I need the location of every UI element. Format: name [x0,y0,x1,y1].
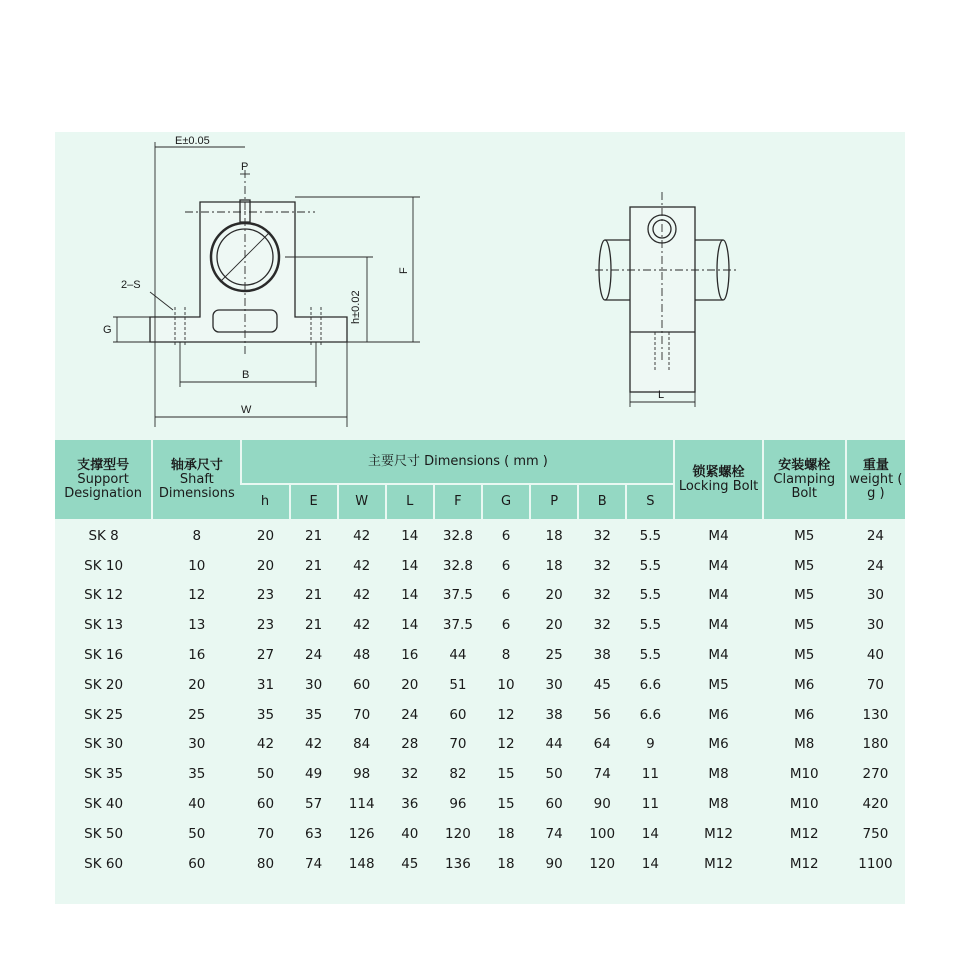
header-support-cn: 支撑型号 [77,457,130,473]
side-view-drawing [595,192,737,407]
table-cell: 50 [188,825,206,842]
table-cell: 50 [256,766,275,783]
specification-table [55,440,905,879]
table-cell: 96 [449,796,467,813]
table-row [55,670,905,700]
table-cell: 70 [866,676,884,693]
table-cell: 120 [445,825,471,842]
table-cell: 15 [497,766,515,783]
header-weight-cn: 重量 [862,457,889,473]
table-cell: 20 [256,527,275,544]
table-cell: SK 60 [84,855,124,872]
table-cell: 90 [593,796,611,813]
header-dim-s: S [626,484,674,520]
table-cell: 70 [449,736,467,753]
header-shaft-en: Shaft Dimensions [158,471,235,501]
table-cell: 84 [353,736,371,753]
table-cell: 14 [401,587,419,604]
table-cell: 38 [593,647,611,664]
table-cell: M5 [794,587,815,604]
table-cell: 21 [304,557,323,574]
table-cell: 18 [545,557,563,574]
header-support-en: Support Designation [64,471,142,501]
table-cell: 60 [353,676,371,693]
table-row [55,849,905,879]
table-cell: 21 [304,617,323,634]
table-cell: 30 [304,676,323,693]
table-cell: 24 [866,527,884,544]
table-cell: SK 12 [84,587,124,604]
header-dim-l: L [386,484,434,520]
table-cell: M6 [794,706,815,723]
label-e: E±0.05 [175,135,210,147]
table-cell: 136 [445,855,471,872]
table-cell: SK 13 [84,617,124,634]
table-cell: 45 [593,676,611,693]
table-cell: 42 [304,736,323,753]
table-cell: 24 [866,557,884,574]
table-cell: 98 [353,766,371,783]
table-cell: 14 [641,855,659,872]
table-cell: SK 30 [84,736,124,753]
table-cell: SK 10 [84,557,124,574]
table-body [55,520,905,879]
header-shaft-cn: 轴承尺寸 [170,457,223,473]
table-cell: 42 [353,617,371,634]
table-cell: M5 [794,647,815,664]
table-row [55,789,905,819]
table-cell: 80 [256,855,275,872]
header-clamping-bolt [763,440,846,520]
header-dimensions: 主要尺寸 Dimensions ( mm ) [241,440,674,484]
table-cell: 6.6 [639,706,662,723]
table-cell: 23 [256,617,275,634]
table-row [55,581,905,611]
table-cell: 6 [501,527,511,544]
table-cell: 12 [497,706,515,723]
table-cell: 126 [348,825,375,842]
table-cell: 32 [593,527,611,544]
table-cell: 42 [353,557,371,574]
table-cell: 24 [401,706,419,723]
table-cell: 13 [188,617,206,634]
table-cell: 50 [545,766,563,783]
table-cell: 64 [593,736,611,753]
table-cell: 12 [188,587,206,604]
table-cell: 48 [353,647,371,664]
table-cell: 11 [641,796,659,813]
table-row [55,759,905,789]
table-cell: 20 [256,557,275,574]
technical-drawing [55,132,905,440]
table-cell: 57 [304,796,323,813]
table-cell: M5 [708,676,729,693]
table-cell: 63 [304,825,323,842]
header-locking-bolt [674,440,762,520]
table-cell: 21 [304,527,323,544]
table-cell: 6 [501,557,511,574]
table-cell: 11 [641,766,659,783]
table-cell: 56 [593,706,611,723]
table-cell: 28 [401,736,419,753]
table-cell: 16 [188,647,206,664]
table-cell: 32 [593,587,611,604]
table-cell: M8 [794,736,815,753]
header-locking-cn: 锁紧螺栓 [692,464,745,480]
table-cell: 32 [593,617,611,634]
table-cell: 31 [256,676,275,693]
table-cell: M8 [708,796,729,813]
table-cell: M12 [789,825,819,842]
table-cell: 1100 [858,855,893,872]
table-cell: 70 [353,706,371,723]
table-cell: 51 [449,676,467,693]
table-cell: 90 [545,855,563,872]
label-g: G [103,324,112,336]
table-cell: M6 [794,676,815,693]
label-p: P [241,161,249,173]
table-cell: 10 [188,557,206,574]
table-cell: 18 [497,825,515,842]
table-cell: M4 [708,617,729,634]
header-shaft-dimensions [152,440,241,520]
header-dim-g: G [482,484,530,520]
table-cell: M4 [708,557,729,574]
table-cell: 36 [401,796,419,813]
table-cell: M10 [789,766,819,783]
table-cell: M8 [708,766,729,783]
table-cell: 82 [449,766,467,783]
table-row [55,610,905,640]
header-dim-b: B [578,484,626,520]
table-cell: 750 [862,825,889,842]
table-cell: 20 [401,676,419,693]
table-cell: 60 [449,706,467,723]
table-cell: 35 [188,766,206,783]
table-cell: 60 [188,855,206,872]
table-cell: 30 [188,736,206,753]
label-h: h±0.02 [350,290,362,324]
label-w: W [241,404,252,416]
table-cell: 37.5 [442,587,473,604]
table-cell: M4 [708,587,729,604]
table-cell: 270 [862,766,889,783]
table-cell: 27 [256,647,275,664]
table-cell: 20 [545,617,563,634]
table-cell: 6 [501,587,511,604]
table-cell: 74 [304,855,323,872]
table-cell: SK 8 [88,527,119,544]
header-dim-h: h [241,484,289,520]
table-cell: 14 [401,527,419,544]
front-view-drawing [113,142,420,427]
table-cell: 8 [192,527,202,544]
table-cell: 100 [589,825,616,842]
label-b: B [242,369,250,381]
table-cell: 32.8 [442,557,473,574]
table-cell: 14 [401,557,419,574]
table-cell: 6 [501,617,511,634]
table-cell: 42 [353,527,371,544]
table-row [55,640,905,670]
table-cell: 20 [188,676,206,693]
table-cell: 8 [501,647,511,664]
table-cell: 420 [862,796,889,813]
label-l: L [658,389,665,401]
spec-sheet-panel [55,132,905,904]
table-cell: 130 [862,706,889,723]
table-cell: 23 [256,587,275,604]
table-cell: 5.5 [639,527,662,544]
table-cell: 35 [304,706,323,723]
table-cell: 30 [545,676,563,693]
table-cell: 30 [866,587,884,604]
table-cell: 70 [256,825,275,842]
table-cell: 44 [449,647,467,664]
table-cell: SK 20 [84,676,124,693]
table-cell: 15 [497,796,515,813]
header-dim-f: F [434,484,482,520]
table-cell: 42 [256,736,275,753]
table-cell: M5 [794,527,815,544]
table-cell: 16 [401,647,419,664]
header-dim-p: P [530,484,578,520]
table-cell: 60 [256,796,275,813]
table-cell: M12 [704,825,733,842]
table-cell: 18 [545,527,563,544]
table-cell: 5.5 [639,647,662,664]
table-row [55,700,905,730]
table-cell: M10 [789,796,819,813]
table-cell: 10 [497,676,515,693]
table-cell: 24 [304,647,323,664]
table-cell: 5.5 [639,557,662,574]
table-cell: 12 [497,736,515,753]
table-cell: M4 [708,527,729,544]
label-s: 2–S [121,279,141,291]
table-cell: M4 [708,647,729,664]
table-cell: 14 [401,617,419,634]
table-cell: 114 [348,796,375,813]
table-cell: M5 [794,617,815,634]
table-cell: 120 [589,855,616,872]
table-row [55,819,905,849]
table-cell: 25 [188,706,206,723]
table-cell: 45 [401,855,419,872]
table-cell: M12 [789,855,819,872]
table-row [55,551,905,581]
table-header [55,440,905,520]
table-cell: SK 16 [84,647,124,664]
table-cell: 37.5 [442,617,473,634]
table-cell: M5 [794,557,815,574]
table-cell: SK 25 [84,706,124,723]
table-cell: 18 [497,855,515,872]
header-dim-w: W [338,484,386,520]
header-support-designation [55,440,152,520]
header-dim-e: E [290,484,338,520]
table-cell: 38 [545,706,563,723]
table-cell: 14 [641,825,659,842]
table-cell: 6.6 [639,676,662,693]
table-cell: 74 [545,825,563,842]
table-row [55,730,905,760]
table-cell: 9 [646,736,655,753]
table-cell: 30 [866,617,884,634]
table-cell: 21 [304,587,323,604]
table-cell: SK 35 [84,766,124,783]
header-weight [846,440,905,520]
table-cell: 74 [593,766,611,783]
header-weight-en: weight ( g ) [849,471,903,501]
header-locking-en: Locking Bolt [678,478,759,494]
table-cell: 32.8 [442,527,473,544]
table-cell: 40 [866,647,884,664]
table-cell: 42 [353,587,371,604]
table-cell: 32 [401,766,419,783]
table-cell: M12 [704,855,733,872]
table-cell: 148 [348,855,375,872]
table-cell: 20 [545,587,563,604]
table-cell: M6 [708,706,729,723]
table-cell: 49 [304,766,323,783]
table-cell: 5.5 [639,617,662,634]
table-cell: 180 [862,736,889,753]
table-cell: 40 [401,825,419,842]
table-cell: 32 [593,557,611,574]
table-cell: SK 40 [84,796,124,813]
table-cell: SK 50 [84,825,124,842]
table-row [55,520,905,551]
table-cell: 60 [545,796,563,813]
header-clamping-cn: 安装螺栓 [778,457,831,473]
table-cell: 35 [256,706,275,723]
header-clamping-en: Clamping Bolt [773,471,836,501]
table-cell: 25 [545,647,563,664]
table-cell: 5.5 [639,587,662,604]
table-cell: M6 [708,736,729,753]
table-cell: 44 [545,736,563,753]
label-f: F [398,267,410,274]
table-cell: 40 [188,796,206,813]
